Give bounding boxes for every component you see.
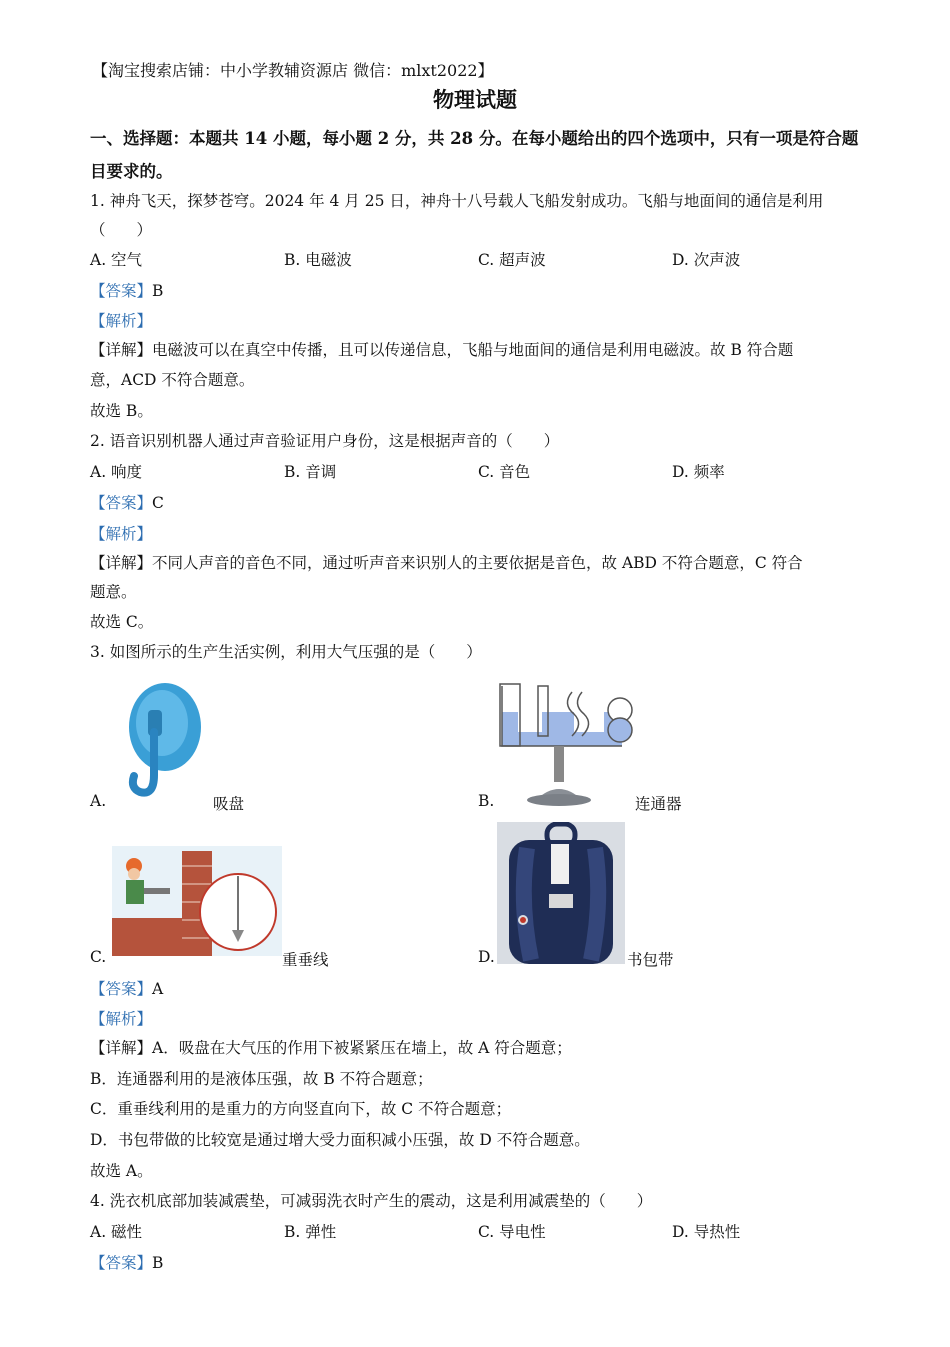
q2-stem: 2. 语音识别机器人通过声音验证用户身份，这是根据声音的（ ） <box>90 432 560 450</box>
q4-answer-line <box>90 1252 860 1274</box>
q3-option-d-letter: D. <box>478 948 495 966</box>
q1-detail-text1: 电磁波可以在真空中传播，且可以传递信息，飞船与地面间的通信是利用电磁波。故 B 符合题 <box>152 341 794 359</box>
q4-answer: B <box>152 1254 164 1272</box>
detail-tag: 【详解】 <box>90 1039 153 1057</box>
q3-answer: A <box>152 980 164 998</box>
q3-option-a-caption: 吸盘 <box>213 795 245 813</box>
analysis-tag: 【解析】 <box>90 525 153 543</box>
q1-answer-line <box>90 280 860 302</box>
plumb-line-image <box>112 846 282 956</box>
answer-tag: 【答案】 <box>90 282 153 300</box>
q3-conclusion: 故选 A。 <box>90 1162 153 1180</box>
q4-option-d: D. 导热性 <box>672 1223 741 1241</box>
q1-option-c: C. 超声波 <box>478 251 546 269</box>
q1-detail-line2: 意，ACD 不符合题意。 <box>90 371 255 389</box>
q2-detail-line2: 题意。 <box>90 583 137 601</box>
q3-answer-line <box>90 978 860 1000</box>
q3-stem: 3. 如图所示的生产生活实例，利用大气压强的是（ ） <box>90 643 482 661</box>
q3-option-b-caption: 连通器 <box>635 795 682 813</box>
header-note: 【淘宝搜索店铺：中小学教辅资源店 微信：mlxt2022】 <box>92 61 494 80</box>
answer-tag: 【答案】 <box>90 1254 153 1272</box>
q2-conclusion: 故选 C。 <box>90 613 154 631</box>
q1-conclusion: 故选 B。 <box>90 402 153 420</box>
q4-option-b: B. 弹性 <box>284 1223 337 1241</box>
q2-analysis-line <box>90 523 860 545</box>
analysis-tag: 【解析】 <box>90 1010 153 1028</box>
q1-stem: 1. 神舟飞天，探梦苍穹。2024 年 4 月 25 日，神舟十八号载人飞船发射成功。飞船与地面间的通信是利用 <box>90 192 824 210</box>
q3-detail-text1: A．吸盘在大气压的作用下被紧紧压在墙上，故 A 符合题意； <box>152 1039 572 1057</box>
q2-detail-line1 <box>90 552 860 574</box>
q2-option-c: C. 音色 <box>478 463 531 481</box>
communicating-vessels-image <box>494 682 639 810</box>
q3-option-c-letter: C. <box>90 948 107 966</box>
q3-option-a-letter: A. <box>90 792 107 810</box>
detail-tag: 【详解】 <box>90 554 153 572</box>
q3-option-b-letter: B. <box>478 792 495 810</box>
q4-option-c: C. 导电性 <box>478 1223 546 1241</box>
q4-stem: 4. 洗衣机底部加装减震垫，可减弱洗衣时产生的震动，这是利用减震垫的（ ） <box>90 1192 653 1210</box>
q4-option-a: A. 磁性 <box>90 1223 143 1241</box>
q1-answer: B <box>152 282 164 300</box>
q2-option-a: A. 响度 <box>90 463 143 481</box>
section-heading: 一、选择题：本题共 14 小题，每小题 2 分，共 28 分。在每小题给出的四个选项中，只有一项是符合题目要求的。 <box>90 129 859 181</box>
q2-answer: C <box>152 494 164 512</box>
q3-analysis-line <box>90 1008 860 1030</box>
q1-stem-paren: （ ） <box>90 221 153 239</box>
q1-option-a: A. 空气 <box>90 251 143 269</box>
q3-detail-line3: C．重垂线利用的是重力的方向竖直向下，故 C 不符合题意； <box>90 1100 512 1118</box>
backpack-image <box>497 822 625 964</box>
q1-option-b: B. 电磁波 <box>284 251 352 269</box>
analysis-tag: 【解析】 <box>90 312 153 330</box>
q3-detail-line4: D．书包带做的比较宽是通过增大受力面积减小压强，故 D 不符合题意。 <box>90 1131 590 1149</box>
suction-cup-image <box>118 680 208 805</box>
q1-analysis-line <box>90 310 860 332</box>
answer-tag: 【答案】 <box>90 494 153 512</box>
answer-tag: 【答案】 <box>90 980 153 998</box>
detail-tag: 【详解】 <box>90 341 153 359</box>
q1-option-d: D. 次声波 <box>672 251 741 269</box>
q2-option-d: D. 频率 <box>672 463 725 481</box>
page-title: 物理试题 <box>433 87 517 112</box>
q3-detail-line2: B．连通器利用的是液体压强，故 B 不符合题意； <box>90 1070 433 1088</box>
q2-answer-line <box>90 492 860 514</box>
q2-detail-text1: 不同人声音的音色不同，通过听声音来识别人的主要依据是音色，故 ABD 不符合题意，C 符合 <box>152 554 803 572</box>
q1-detail-line1 <box>90 339 860 361</box>
q3-detail-line1 <box>90 1037 860 1059</box>
q2-option-b: B. 音调 <box>284 463 337 481</box>
q3-option-d-caption: 书包带 <box>627 951 674 969</box>
q3-option-c-caption: 重垂线 <box>282 951 329 969</box>
